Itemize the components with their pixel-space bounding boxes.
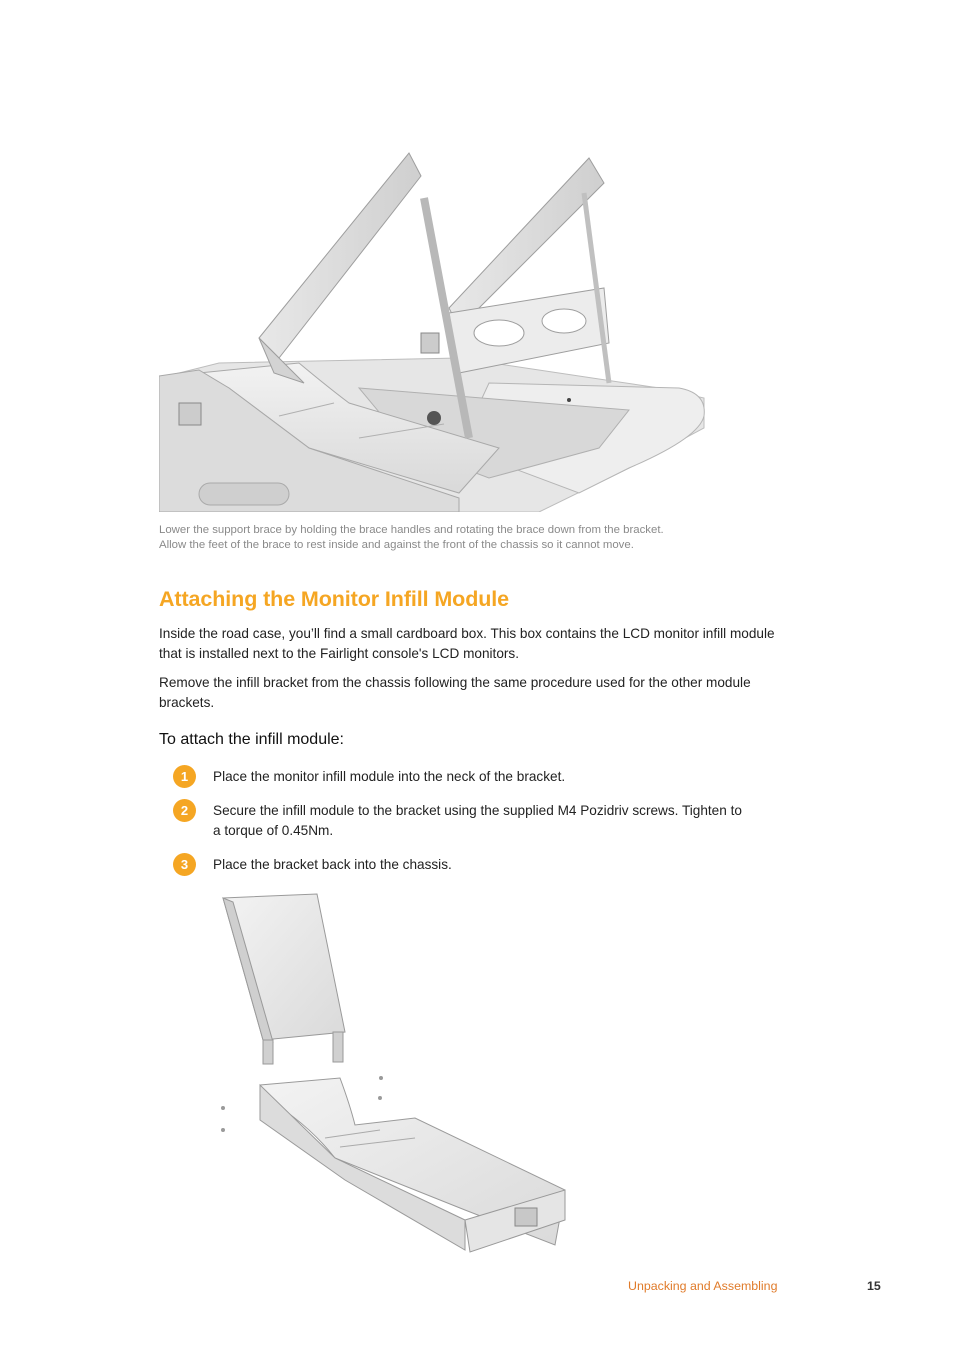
footer-section-label: Unpacking and Assembling [628, 1279, 778, 1293]
paragraph-intro: Inside the road case, you’ll find a small cardboard box. This box contains the LCD monitor infill module that is installed next to the Fairlight console's LCD monitors. [159, 626, 775, 661]
step-text: Place the bracket back into the chassis. [213, 857, 452, 872]
infill-module-illustration [215, 890, 575, 1265]
step-number-badge: 2 [173, 799, 196, 822]
step-text: Place the monitor infill module into the neck of the bracket. [213, 769, 566, 784]
chassis-brace-illustration [159, 148, 719, 512]
paragraph-remove-bracket: Remove the infill bracket from the chassis following the same procedure used for the other module brackets. [159, 675, 751, 710]
step-text: Secure the infill module to the bracket using the supplied M4 Pozidriv screws. Tighten to a torque of 0.45Nm. [213, 803, 742, 838]
caption-line-1: Lower the support brace by holding the brace handles and rotating the brace down from the bracket. [159, 524, 664, 536]
section-title: Attaching the Monitor Infill Module [159, 587, 510, 611]
page-number: 15 [867, 1279, 881, 1293]
step-number-badge: 3 [173, 853, 196, 876]
step-number-badge: 1 [173, 765, 196, 788]
caption-line-2: Allow the feet of the brace to rest inside and against the front of the chassis so it cannot move. [159, 539, 634, 551]
steps-subheading: To attach the infill module: [159, 731, 344, 748]
figure-caption [159, 523, 779, 553]
